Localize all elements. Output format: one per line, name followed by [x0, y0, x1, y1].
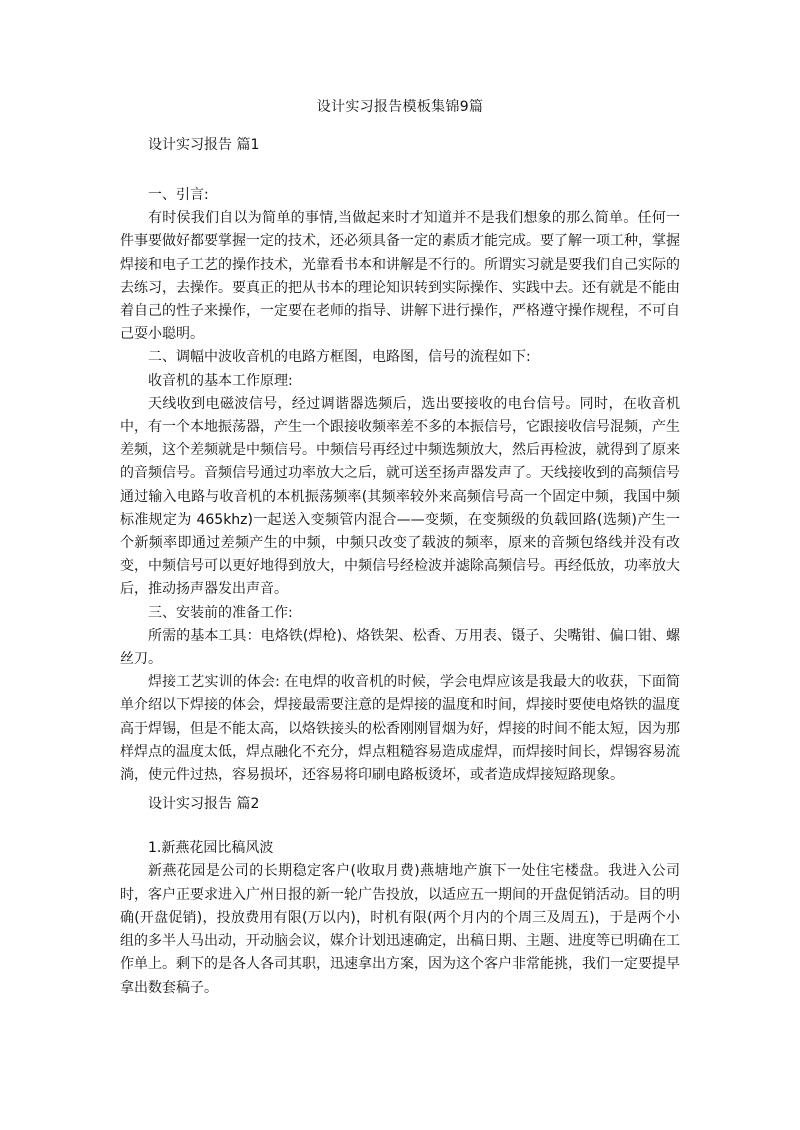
section-1-paragraph-intro: 有时侯我们自以为简单的事情,当做起来时才知道并不是我们想象的那么简单。任何一件事要做好都要掌握一定的技术，还必须具备一定的素质才能完成。要了解一项工种，掌握焊接和电子工艺的操作技术，光靠看书本和讲解是不行的。所谓实习就是要我们自己实际的去练习，去操作。要真正的把从书本的理论知识转到实际操作、实践中去。还有就是不能由着自己的性子来操作，一定要在老师的指导、讲解下进行操作，严格遵守操作规程，不可自己耍小聪明。 [120, 210, 680, 343]
section-2-title: 设计实习报告 篇2 [148, 796, 260, 813]
section-1-title: 设计实习报告 篇1 [148, 137, 260, 153]
section-1-heading-preparation: 三、安装前的准备工作: [148, 604, 293, 621]
document-title: 设计实习报告模板集锦9篇 [316, 99, 484, 115]
document-page [120, 96, 680, 1000]
section-1-heading-principle: 收音机的基本工作原理: [148, 372, 293, 389]
section-1-heading-circuit: 二、调幅中波收音机的电路方框图，电路图，信号的流程如下: [148, 349, 531, 366]
section-2-subheading: 1.新燕花园比稿风波 [148, 840, 274, 857]
section-2-paragraph: 新燕花园是公司的长期稳定客户(收取月费)燕塘地产旗下一处住宅楼盘。我进入公司时，客户正要求进入广州日报的新一轮广告投放，以适应五一期间的开盘促销活动。目的明确(开盘促销)，投放费用有限(万以内)，时机有限(两个月内的个周三及周五)，于是两个小组的多半人马出动，开动脑会议，媒介计划迅速确定，出稿日期、主题、进度等已明确在工作单上。剩下的是各人各司其职，迅速拿出方案，因为这个客户非常能挑，我们一定要提早拿出数套稿子。 [120, 863, 680, 996]
section-1-paragraph-principle: 天线收到电磁波信号，经过调谐器选频后，选出要接收的电台信号。同时，在收音机中，有一个本地振荡器，产生一个跟接收频率差不多的本振信号，它跟接收信号混频，产生差频，这个差频就是中频信号。中频信号再经过中频选频放大，然后再检波，就得到了原来的音频信号。音频信号通过功率放大之后，就可送至扬声器发声了。天线接收到的高频信号通过输入电路与收音机的本机振荡频率(其频率较外来高频信号高一个固定中频，我国中频标准规定为 465khz)一起送入变频管内混合——变频，在变频级的负载回路(选频)产生一个新频率即通过差频产生的中频，中频只改变了载波的频率，原来的音频包络线并没有改变，中频信号可以更好地得到放大，中频信号经检波并滤除高频信号。再经低放，功率放大后，推动扬声器发出声音。 [120, 395, 680, 598]
section-1-paragraph-welding: 焊接工艺实训的体会: 在电焊的收音机的时候，学会电焊应该是我最大的收获，下面简单介绍以下焊接的体会，焊接最需要注意的是焊接的温度和时间，焊接时要使电烙铁的温度高于焊锡，但是不能太高，以烙铁接头的松香刚刚冒烟为好，焊接的时间不能太短，因为那样焊点的温度太低，焊点融化不充分，焊点粗糙容易造成虚焊，而焊接时间长，焊锡容易流淌，使元件过热，容易损坏，还容易将印刷电路板烫坏，或者造成焊接短路现象。 [120, 674, 680, 784]
section-1-paragraph-tools: 所需的基本工具：电烙铁(焊枪)、烙铁架、松香、万用表、镊子、尖嘴钳、偏口钳、螺丝刀。 [120, 627, 680, 668]
section-1-heading-intro: 一、引言: [148, 187, 209, 203]
